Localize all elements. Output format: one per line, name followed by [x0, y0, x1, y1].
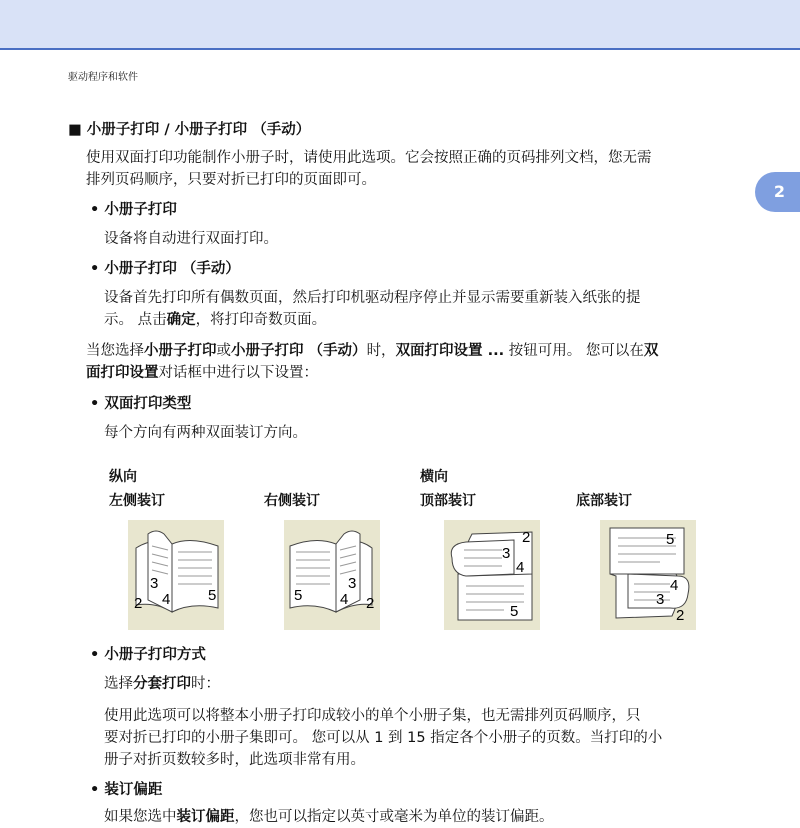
bullet-dot: •: [90, 396, 105, 412]
page-number: 3: [656, 591, 665, 608]
text-run: 如果您选中: [104, 809, 177, 825]
item-5-heading: [90, 778, 162, 799]
page-number: 5: [510, 603, 519, 620]
item-1-desc: 设备将自动进行双面打印。: [104, 231, 278, 247]
item-5-desc: [104, 806, 554, 828]
duplex-settings-term: 双面打印设置 ...: [395, 343, 505, 359]
item-3-title: 双面打印类型: [104, 396, 192, 412]
item-1-heading: [90, 198, 177, 219]
duplex-term-part: 面打印设置: [86, 365, 159, 381]
page-number: 3: [150, 575, 159, 592]
item-3-heading: [90, 392, 191, 413]
text-run: ，将打印奇数页面。: [195, 312, 327, 328]
top-banner: [0, 0, 800, 50]
text-run: 对话框中进行以下设置：: [158, 365, 318, 381]
item-2-desc-line-2: [104, 309, 326, 331]
text-run: 时：: [191, 676, 220, 692]
sets-term: 分套打印: [133, 676, 191, 692]
page-number: 4: [162, 591, 171, 608]
page-number: 2: [366, 595, 375, 612]
item-4-para-line-1: 使用此选项可以将整本小册子打印成较小的单个小册子集，也无需排列页码顺序，只: [104, 708, 641, 724]
intro-line-1: 使用双面打印功能制作小册子时，请使用此选项。它会按照正确的页码排列文档，您无需: [86, 150, 652, 166]
binding-bottom-label: 底部装订: [576, 493, 632, 509]
landscape-label: 横向: [420, 469, 448, 485]
page-number: 4: [516, 559, 525, 576]
running-head: 驱动程序和软件: [68, 72, 138, 83]
booklet-term: 小册子打印: [144, 343, 217, 359]
text-run: 或: [216, 343, 231, 359]
binding-right-label: 右侧装订: [264, 493, 320, 509]
intro-line-2: 排列页码顺序，只要对折已打印的页面即可。: [86, 172, 376, 188]
bullet-dot: •: [90, 261, 105, 277]
item-3-desc: 每个方向有两种双面装订方向。: [104, 425, 307, 441]
section-heading: [68, 118, 310, 139]
left-binding-figure: [128, 520, 224, 630]
item-2-desc-line-1: 设备首先打印所有偶数页面，然后打印机驱动程序停止并显示需要重新装入纸张的提: [104, 290, 641, 306]
page-number: 3: [502, 545, 511, 562]
item-4-lead: [104, 673, 220, 695]
item-1-title: 小册子打印: [104, 202, 177, 218]
page-number: 3: [348, 575, 357, 592]
item-4-title: 小册子打印方式: [104, 647, 206, 663]
binding-offset-term: 装订偏距: [176, 809, 235, 825]
page-number: 4: [340, 591, 349, 608]
item-2-heading: [90, 257, 240, 278]
item-2-title: 小册子打印 （手动）: [104, 261, 240, 277]
page-number: 2: [676, 607, 685, 624]
booklet-left-illustration: [128, 520, 224, 630]
section-title: 小册子打印 / 小册子打印 （手动）: [86, 122, 311, 138]
text-run: 当您选择: [86, 343, 144, 359]
bullet-dot: •: [90, 202, 105, 218]
portrait-label: 纵向: [109, 469, 137, 485]
section-bullet: ■: [68, 122, 82, 138]
duplex-term-part: 双: [643, 343, 659, 359]
binding-top-label: 顶部装订: [420, 493, 476, 509]
text-run: 示。 点击: [104, 312, 167, 328]
top-binding-figure: [444, 520, 540, 630]
item-5-title: 装订偏距: [104, 782, 163, 798]
ok-term: 确定: [166, 312, 196, 328]
text-run: 按钮可用。 您可以在: [504, 343, 644, 359]
page-number: 2: [134, 595, 143, 612]
booklet-manual-term: 小册子打印 （手动）: [231, 343, 367, 359]
booklet-bottom-illustration: [600, 520, 696, 630]
page-number: 4: [670, 577, 679, 594]
text-run: 选择: [104, 676, 133, 692]
binding-left-label: 左侧装订: [109, 493, 165, 509]
note-line-1: [86, 340, 658, 362]
bottom-binding-figure: [600, 520, 696, 630]
page-number: 5: [208, 587, 217, 604]
page-number: 5: [294, 587, 303, 604]
booklet-right-illustration: [284, 520, 380, 630]
text-run: ，您也可以指定以英寸或毫米为单位的装订偏距。: [234, 809, 554, 825]
item-4-para-line-3: 册子对折页数较多时，此选项非常有用。: [104, 752, 365, 768]
page-number: 2: [522, 529, 531, 546]
page-number: 5: [666, 531, 675, 548]
bullet-dot: •: [90, 647, 105, 663]
right-binding-figure: [284, 520, 380, 630]
booklet-top-illustration: [444, 520, 540, 630]
item-4-heading: [90, 643, 206, 664]
text-run: 时，: [366, 343, 396, 359]
note-line-2: [86, 362, 318, 384]
item-4-para-line-2: 要对折已打印的小册子集即可。 您可以从 1 到 15 指定各个小册子的页数。当打印的小: [104, 730, 663, 746]
chapter-tab: 2: [755, 172, 800, 212]
bullet-dot: •: [90, 782, 105, 798]
